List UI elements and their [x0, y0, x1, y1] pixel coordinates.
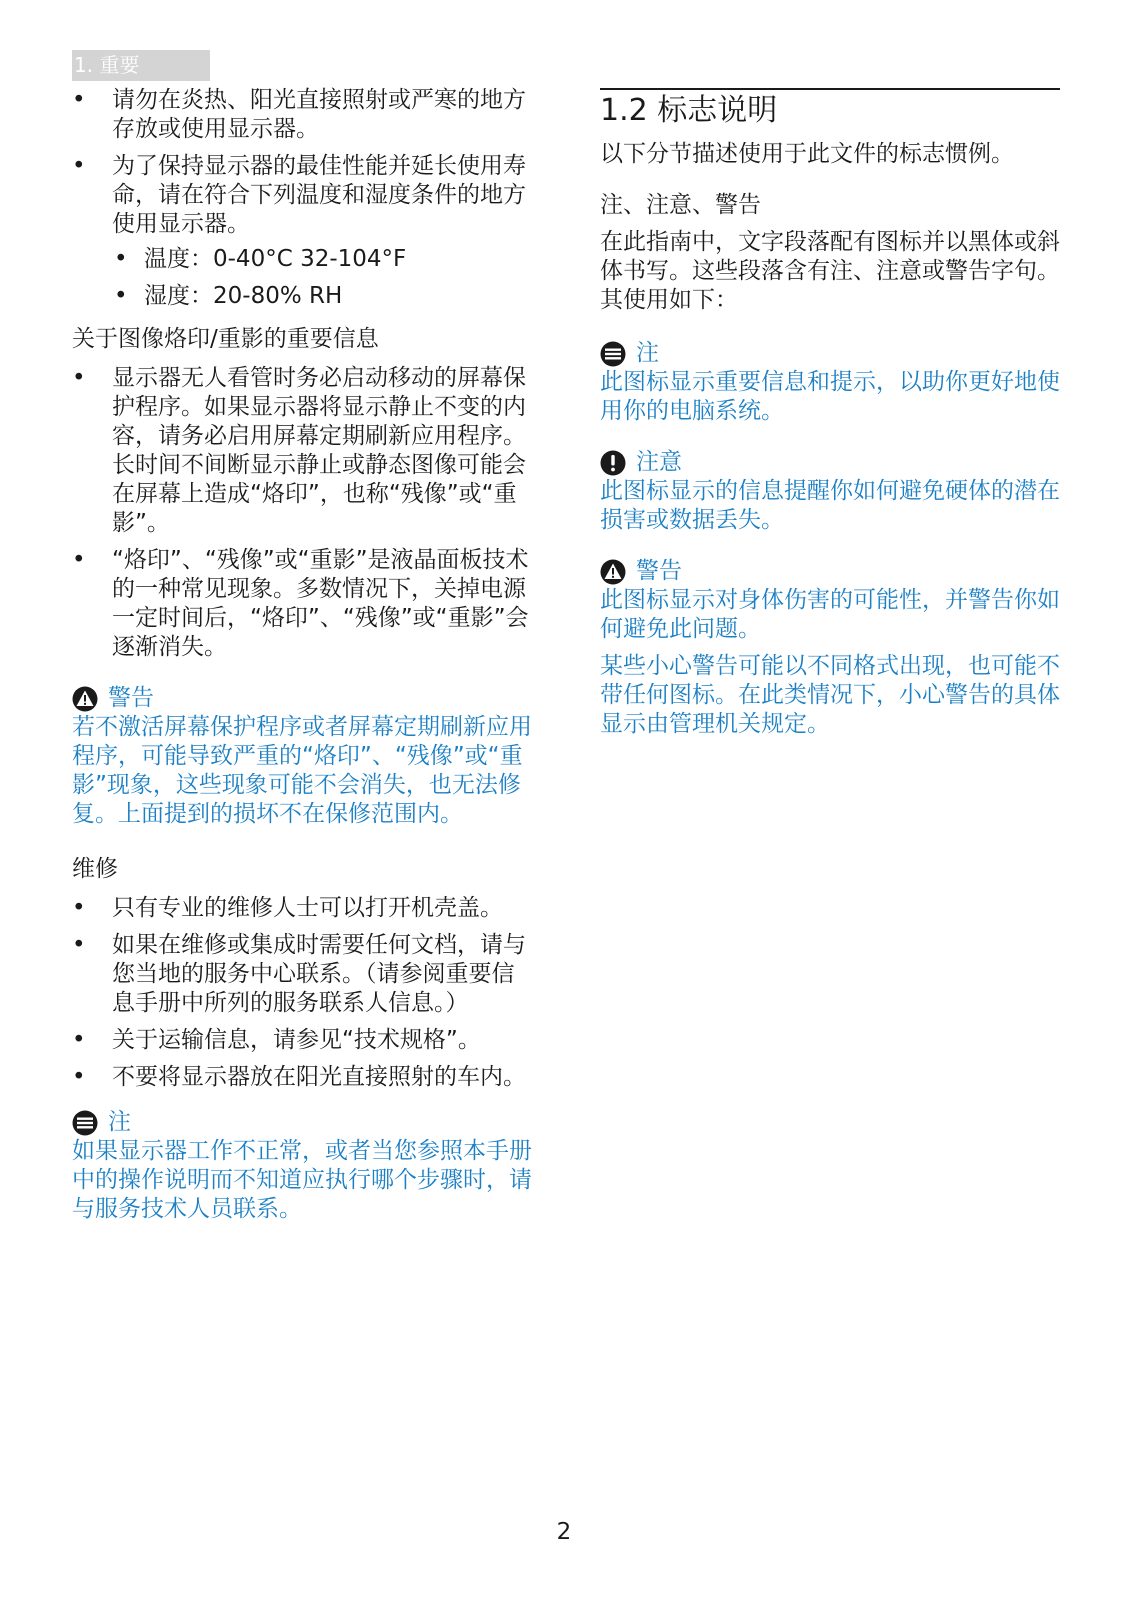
condition-temperature: • 温度：0-40°C 32-104°F: [112, 245, 532, 274]
warning-triangle-icon: [600, 559, 626, 585]
right-column: [600, 88, 1060, 739]
left-warning-header: [72, 684, 532, 713]
note-icon: [600, 341, 626, 367]
condition-humidity: • 湿度：20-80% RH: [112, 282, 532, 311]
bullet-transport: • 关于运输信息，请参见“技术规格”。: [72, 1026, 532, 1055]
bullet-car: • 不要将显示器放在阳光直接照射的车内。: [72, 1063, 532, 1092]
bullet-conditions-text: 为了保持显示器的最佳性能并延长使用寿命，请在符合下列温度和湿度条件的地方使用显示器。: [112, 153, 526, 237]
bullet-conditions: [72, 152, 532, 311]
section-tag: 1. 重要: [72, 50, 210, 81]
left-note-header: [72, 1108, 532, 1137]
bullet-storage: • 请勿在炎热、阳光直接照射或严寒的地方存放或使用显示器。: [72, 86, 532, 144]
right-warning-text: 此图标显示对身体伤害的可能性，并警告你如何避免此问题。: [600, 587, 1060, 642]
left-column: [72, 86, 532, 1224]
right-note-header: [600, 339, 1060, 368]
legend-subhead: 注、注意、警告: [600, 192, 761, 218]
warning-triangle-icon: [72, 686, 98, 712]
legend-description: 在此指南中，文字段落配有图标并以黑体或斜体书写。这些段落含有注、注意或警告字句。其使用如下：: [600, 229, 1060, 313]
right-caution-header: [600, 448, 1060, 477]
left-warning-title: 警告: [108, 685, 154, 711]
bullet-burnin-phenomenon: • “烙印”、“残像”或“重影”是液晶面板技术的一种常见现象。多数情况下，关掉电源一定时间后，“烙印”、“残像”或“重影”会逐渐消失。: [72, 546, 532, 662]
bullet-repair-professional: • 只有专业的维修人士可以打开机壳盖。: [72, 894, 532, 923]
note-icon: [72, 1110, 98, 1136]
right-warning-title: 警告: [636, 558, 682, 584]
bullet-repair-docs: • 如果在维修或集成时需要任何文档，请与您当地的服务中心联系。（请参阅重要信息手册中所列的服务联系人信息。）: [72, 931, 532, 1018]
burnin-bullets: [72, 364, 532, 662]
storage-bullets: [72, 86, 532, 311]
caution-exclamation-icon: [600, 450, 626, 476]
conditions-list: [112, 245, 532, 311]
repair-bullets: [72, 894, 532, 1092]
right-note-title: 注: [636, 340, 659, 366]
page-number: 2: [556, 1519, 572, 1545]
right-extra-text: 某些小心警告可能以不同格式出现，也可能不带任何图标。在此类情况下，小心警告的具体显示由管理机关规定。: [600, 653, 1060, 737]
repair-heading: 维修: [72, 856, 118, 882]
left-note-title: 注: [108, 1109, 131, 1135]
right-warning-header: [600, 557, 1060, 586]
intro-text: 以下分节描述使用于此文件的标志惯例。: [600, 141, 1014, 167]
bullet-screensaver: • 显示器无人看管时务必启动移动的屏幕保护程序。如果显示器将显示静止不变的内容，请务必启用屏幕定期刷新应用程序。长时间不间断显示静止或静态图像可能会在屏幕上造成“烙印”，也称“残像”或“重影”。: [72, 364, 532, 538]
section-title: 1.2 标志说明: [600, 88, 1060, 130]
burnin-heading: 关于图像烙印/重影的重要信息: [72, 326, 379, 352]
right-caution-text: 此图标显示的信息提醒你如何避免硬体的潜在损害或数据丢失。: [600, 478, 1060, 533]
left-note-text: 如果显示器工作不正常，或者当您参照本手册中的操作说明而不知道应执行哪个步骤时，请与服务技术人员联系。: [72, 1138, 532, 1222]
left-warning-text: 若不激活屏幕保护程序或者屏幕定期刷新应用程序，可能导致严重的“烙印”、“残像”或“重影”现象，这些现象可能不会消失，也无法修复。上面提到的损坏不在保修范围内。: [72, 714, 532, 827]
right-caution-title: 注意: [636, 449, 682, 475]
right-note-text: 此图标显示重要信息和提示，以助你更好地使用你的电脑系统。: [600, 369, 1060, 424]
